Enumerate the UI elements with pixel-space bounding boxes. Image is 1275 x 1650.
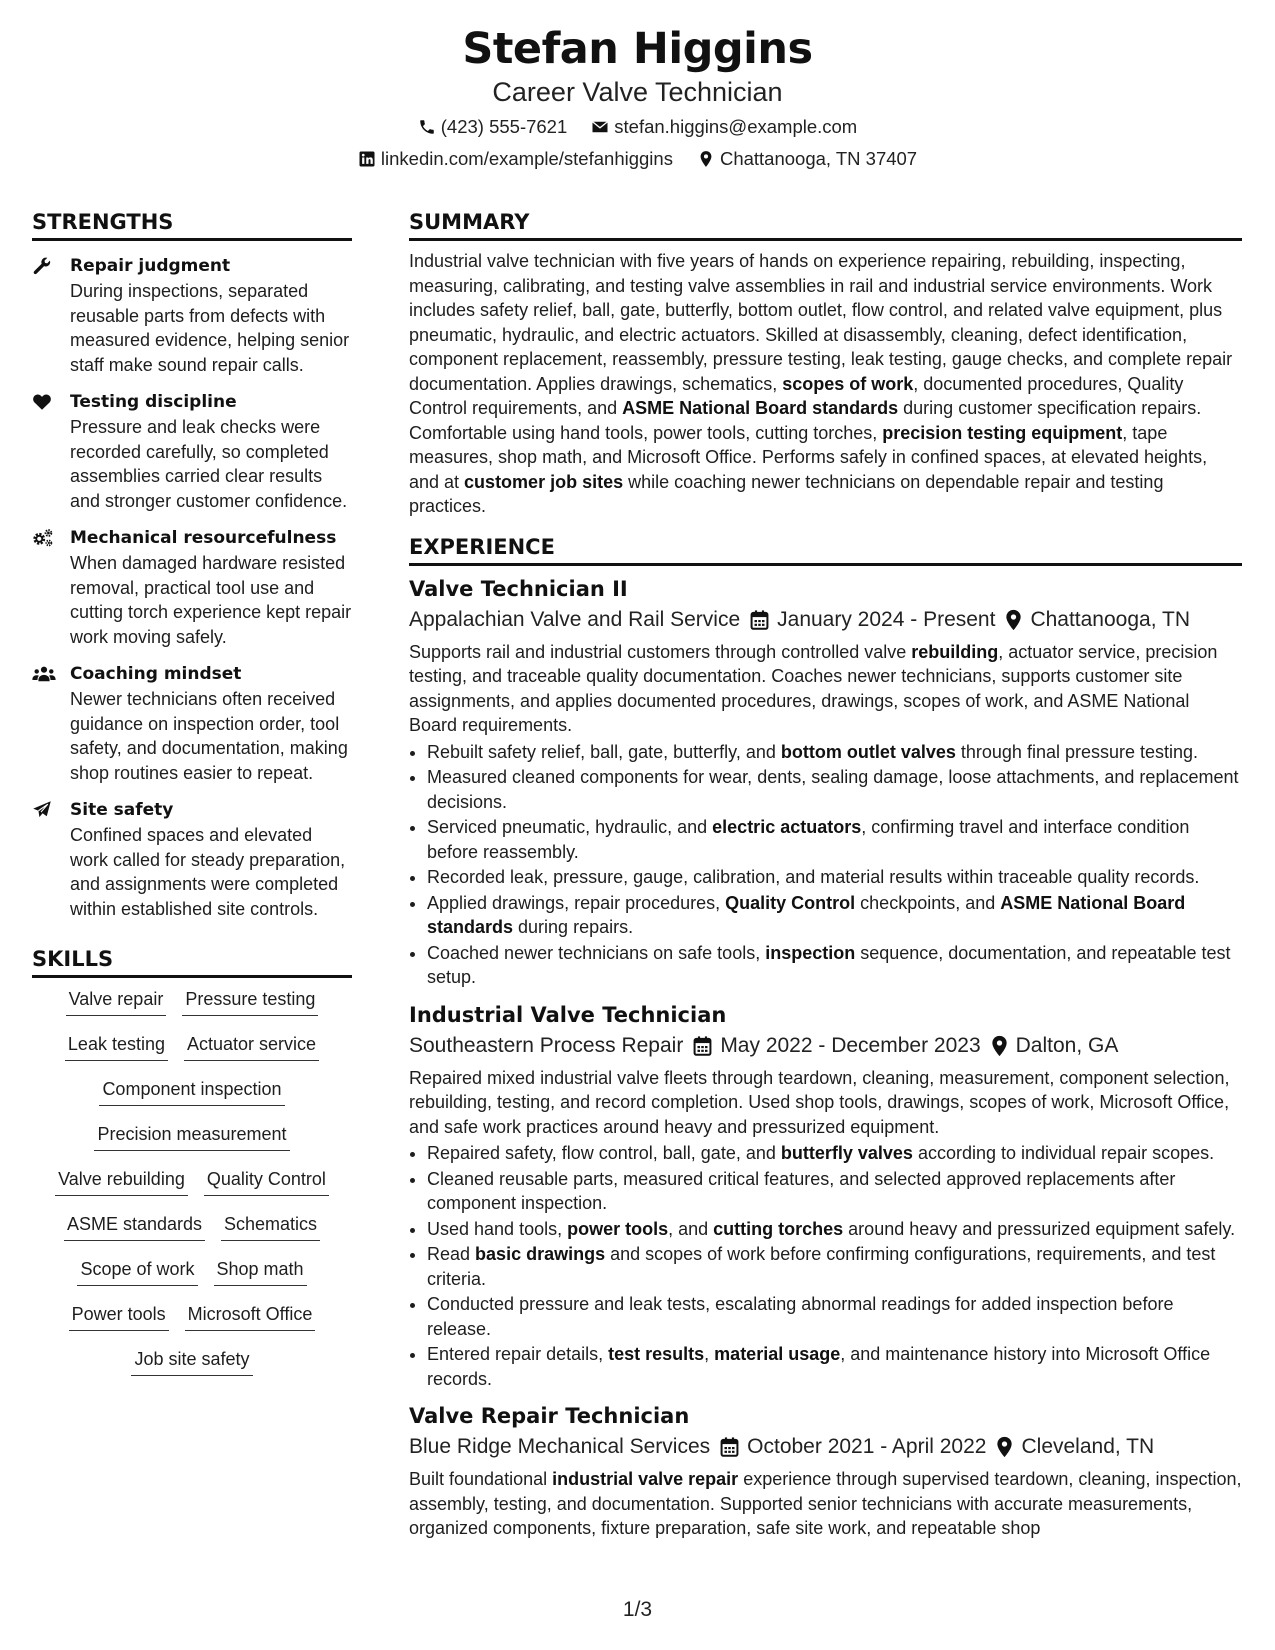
list-item xyxy=(427,740,1242,765)
right-column xyxy=(409,208,1242,1541)
text-run: sequence, documentation, and repeatable test setup. xyxy=(427,942,1231,987)
job-meta xyxy=(409,1030,1242,1062)
text-run: during customer specification repairs. Comfortable using hand tools, power tools, cutting torches, xyxy=(409,398,1202,443)
list-item xyxy=(427,1217,1242,1242)
skill-tag: Valve repair xyxy=(66,986,167,1016)
calendar-icon xyxy=(750,610,769,630)
bold-keyword: basic drawings xyxy=(475,1244,606,1264)
strength-desc: During inspections, separated reusable parts from defects with measured evidence, helping senior staff make sound repair calls. xyxy=(70,281,350,375)
skill-tag: Component inspection xyxy=(99,1076,284,1106)
company-name: Appalachian Valve and Rail Service xyxy=(409,607,741,631)
text-run: Repaired mixed industrial valve fleets through teardown, cleaning, measurement, component selection, rebuilding, testing, and record completion. Used shop tools, drawings, scopes of work, Microsoft Office, and safe work practices around heavy and pressurized equipment. xyxy=(409,1067,1230,1137)
text-run: Applied drawings, repair procedures, xyxy=(427,892,726,913)
skill-row xyxy=(32,1076,352,1121)
text-run: experience through supervised teardown, cleaning, inspection, assembly, testing, and documentation. Supported senior technicians with accurate measurements, organized components, fixture preparation, safe site work, and repeatable shop xyxy=(409,1469,1242,1538)
contact-row-2 xyxy=(0,146,1275,172)
location-text: Dalton, GA xyxy=(1015,1033,1119,1057)
text-run: Repaired safety, flow control, ball, gate, and xyxy=(427,1143,781,1163)
job-location xyxy=(991,1030,1119,1062)
wrench-icon xyxy=(32,256,52,276)
job-entry xyxy=(409,1401,1242,1541)
job-entry xyxy=(409,1000,1242,1392)
list-item xyxy=(427,1242,1242,1291)
skill-row xyxy=(32,1121,352,1166)
job-title: Valve Technician II xyxy=(409,576,628,601)
text-run: Industrial valve technician with five years of hands on experience repairing, rebuilding, inspecting, measuring, calibrating, and testing valve assemblies in rail and industrial service environments. Work includes safety relief, ball, gate, butterfly, bottom outlet, flow control, and related valve equipment, plus pneumatic, hydraulic, and electric actuators. Skilled at disassembly, cleaning, defect identification, component replacement, reassembly, pressure testing, leak testing, gauge checks, and complete repair documentation. Applies drawings, schematics, xyxy=(409,251,1233,394)
text-run: Recorded leak, pressure, gauge, calibration, and material results within traceable quality records. xyxy=(427,867,1200,887)
skill-tag: Scope of work xyxy=(77,1256,197,1286)
bold-keyword: butterfly valves xyxy=(780,1143,913,1163)
bold-keyword: rebuilding xyxy=(911,641,999,662)
location-text: Chattanooga, TN xyxy=(1030,607,1190,631)
job-meta xyxy=(409,1431,1242,1463)
bold-keyword: Quality Control xyxy=(725,892,856,913)
text-run: Cleaned reusable parts, measured critical features, and selected approved replacements after component inspection. xyxy=(427,1168,1176,1213)
list-item xyxy=(427,1292,1242,1341)
text-run: Serviced pneumatic, hydraulic, and xyxy=(427,817,713,837)
job-location xyxy=(1005,604,1190,636)
contact-row-1 xyxy=(0,114,1275,140)
heart-icon xyxy=(32,392,52,412)
skill-tag: Schematics xyxy=(221,1211,320,1241)
strength-title: Testing discipline xyxy=(70,392,237,412)
text-run: while coaching newer technicians on dependable repair and testing practices. xyxy=(409,471,1164,516)
skill-tag: Microsoft Office xyxy=(185,1301,316,1331)
list-item xyxy=(427,1167,1242,1216)
bold-keyword: industrial valve repair xyxy=(552,1469,739,1489)
linkedin-contact[interactable] xyxy=(358,146,673,172)
summary-text xyxy=(409,249,1242,519)
envelope-icon xyxy=(591,118,609,136)
skill-row xyxy=(32,1301,352,1346)
list-item xyxy=(427,1342,1242,1391)
text-run: Rebuilt safety relief, ball, gate, butterfly, and xyxy=(427,741,781,762)
text-run: during repairs. xyxy=(513,917,634,937)
text-run: , actuator service, precision testing, and traceable quality documentation. Coaches newer technicians, supports customer site assignments, and applies documented procedures, drawings, scopes of work, and ASME National Board requirements. xyxy=(409,641,1218,735)
map-pin-icon xyxy=(991,1035,1008,1057)
date-range: January 2024 - Present xyxy=(777,607,996,631)
strength-item xyxy=(32,526,352,649)
skill-tag: Shop math xyxy=(214,1256,307,1286)
linkedin-icon xyxy=(358,150,376,168)
skill-row xyxy=(32,1346,352,1391)
bullet-list xyxy=(409,1141,1242,1391)
text-run: Supports rail and industrial customers through controlled valve xyxy=(409,641,912,662)
skill-row xyxy=(32,1031,352,1076)
email-address[interactable]: stefan.higgins@example.com xyxy=(614,116,858,137)
job-location xyxy=(996,1431,1154,1463)
gears-icon xyxy=(32,528,54,548)
text-run: Used hand tools, xyxy=(427,1218,568,1239)
text-run: , confirming travel and interface condition before reassembly. xyxy=(427,817,1190,862)
bold-keyword: test results xyxy=(608,1344,705,1364)
skill-tag: Quality Control xyxy=(204,1166,329,1196)
bold-keyword: customer job sites xyxy=(464,471,624,492)
job-dates xyxy=(693,1030,980,1062)
phone-contact xyxy=(418,114,568,140)
text-run: Conducted pressure and leak tests, escalating abnormal readings for added inspection before release. xyxy=(427,1294,1174,1339)
location-text: Chattanooga, TN 37407 xyxy=(719,148,918,169)
location-text: Cleveland, TN xyxy=(1021,1435,1155,1458)
list-item xyxy=(427,941,1242,990)
company-name: Blue Ridge Mechanical Services xyxy=(409,1435,711,1458)
skill-tag: Pressure testing xyxy=(182,986,318,1016)
list-item xyxy=(427,865,1242,890)
strengths-heading: STRENGTHS xyxy=(32,208,352,241)
bold-keyword: bottom outlet valves xyxy=(780,741,956,762)
strength-title: Site safety xyxy=(70,800,174,820)
strength-desc: Newer technicians often received guidance on inspection order, tool safety, and documentation, making shop routines easier to repeat. xyxy=(70,689,348,783)
bold-keyword: material usage xyxy=(714,1344,841,1364)
map-pin-icon xyxy=(697,150,715,168)
text-run: Measured cleaned components for wear, dents, sealing damage, loose attachments, and replacement decisions. xyxy=(427,767,1239,812)
job-meta xyxy=(409,604,1242,636)
text-run: Read xyxy=(427,1244,476,1264)
skill-tag: Precision measurement xyxy=(94,1121,289,1151)
text-run: , documented procedures, Quality Control requirements, and xyxy=(409,373,1184,418)
list-item xyxy=(427,1141,1242,1166)
users-icon xyxy=(32,664,56,684)
strength-title: Coaching mindset xyxy=(70,664,242,684)
strength-item xyxy=(32,662,352,785)
strength-title: Mechanical resourcefulness xyxy=(70,528,337,548)
strength-title: Repair judgment xyxy=(70,256,231,276)
strength-item xyxy=(32,798,352,921)
skill-row xyxy=(32,1211,352,1256)
strength-desc: When damaged hardware resisted removal, practical tool use and cutting torch experience kept repair work moving safely. xyxy=(70,553,352,647)
left-column xyxy=(32,208,352,1391)
text-run: checkpoints, and xyxy=(855,892,1001,913)
skills-list xyxy=(32,986,352,1391)
list-item xyxy=(427,815,1242,864)
skill-tag: Leak testing xyxy=(65,1031,168,1061)
skill-tag: Job site safety xyxy=(131,1346,252,1376)
bold-keyword: scopes of work xyxy=(782,373,914,394)
job-title: Valve Repair Technician xyxy=(409,1404,690,1428)
linkedin-url[interactable]: linkedin.com/example/stefanhiggins xyxy=(380,148,673,169)
bold-keyword: cutting torches xyxy=(713,1218,844,1239)
date-range: May 2022 - December 2023 xyxy=(720,1033,981,1057)
bold-keyword: ASME National Board standards xyxy=(427,892,1186,937)
bold-keyword: precision testing equipment xyxy=(882,422,1123,443)
text-run: , and xyxy=(668,1218,714,1239)
summary-heading: SUMMARY xyxy=(409,208,1242,241)
strength-desc: Pressure and leak checks were recorded carefully, so completed assemblies carried clear results and stronger customer confidence. xyxy=(70,417,348,511)
text-run: through final pressure testing. xyxy=(955,741,1199,762)
text-run: , and maintenance history into Microsoft Office records. xyxy=(427,1344,1211,1389)
skill-row xyxy=(32,986,352,1031)
skill-tag: ASME standards xyxy=(64,1211,205,1241)
text-run: , tape measures, shop math, and Microsoft Office. Performs safely in confined spaces, at elevated heights, and at xyxy=(409,422,1208,492)
job-dates xyxy=(750,604,995,636)
job-description xyxy=(409,1066,1242,1140)
text-run: according to individual repair scopes. xyxy=(912,1143,1215,1163)
experience-heading: EXPERIENCE xyxy=(409,533,1242,566)
list-item xyxy=(427,765,1242,814)
email-contact[interactable] xyxy=(591,114,857,140)
company-name: Southeastern Process Repair xyxy=(409,1033,684,1057)
strength-desc: Confined spaces and elevated work called for steady preparation, and assignments were completed within established site controls. xyxy=(70,825,346,919)
job-description xyxy=(409,640,1242,738)
skill-tag: Power tools xyxy=(69,1301,169,1331)
paper-plane-icon xyxy=(32,800,52,820)
candidate-name: Stefan Higgins xyxy=(462,24,813,74)
text-run: around heavy and pressurized equipment safely. xyxy=(843,1218,1236,1239)
text-run: Coached newer technicians on safe tools, xyxy=(427,942,766,963)
bold-keyword: power tools xyxy=(567,1218,669,1239)
phone-icon xyxy=(418,118,436,136)
bold-keyword: inspection xyxy=(765,942,856,963)
job-dates xyxy=(720,1431,986,1463)
text-run: , xyxy=(704,1344,715,1364)
bold-keyword: ASME National Board standards xyxy=(622,398,899,418)
location-contact xyxy=(697,146,917,172)
resume-header xyxy=(0,18,1275,172)
map-pin-icon xyxy=(1005,609,1022,631)
text-run: Entered repair details, xyxy=(427,1344,609,1364)
map-pin-icon xyxy=(996,1436,1013,1458)
date-range: October 2021 - April 2022 xyxy=(747,1435,987,1458)
candidate-title: Career Valve Technician xyxy=(492,77,783,107)
text-run: Built foundational xyxy=(409,1469,553,1489)
calendar-icon xyxy=(693,1036,712,1056)
bold-keyword: electric actuators xyxy=(712,817,862,837)
job-entry xyxy=(409,574,1242,990)
skill-row xyxy=(32,1166,352,1211)
experience-list xyxy=(409,574,1242,1541)
skill-tag: Actuator service xyxy=(184,1031,319,1061)
bullet-list xyxy=(409,740,1242,990)
job-title: Industrial Valve Technician xyxy=(409,1002,727,1027)
page-number: 1/3 xyxy=(622,1598,653,1621)
skill-tag: Valve rebuilding xyxy=(55,1166,188,1196)
calendar-icon xyxy=(720,1437,739,1457)
strength-item xyxy=(32,390,352,513)
phone-number: (423) 555-7621 xyxy=(440,116,568,137)
skills-heading: SKILLS xyxy=(32,945,352,978)
text-run: and scopes of work before confirming configurations, requirements, and test criteria. xyxy=(427,1244,1216,1289)
strength-item xyxy=(32,254,352,377)
job-description xyxy=(409,1467,1242,1541)
list-item xyxy=(427,891,1242,940)
skill-row xyxy=(32,1256,352,1301)
